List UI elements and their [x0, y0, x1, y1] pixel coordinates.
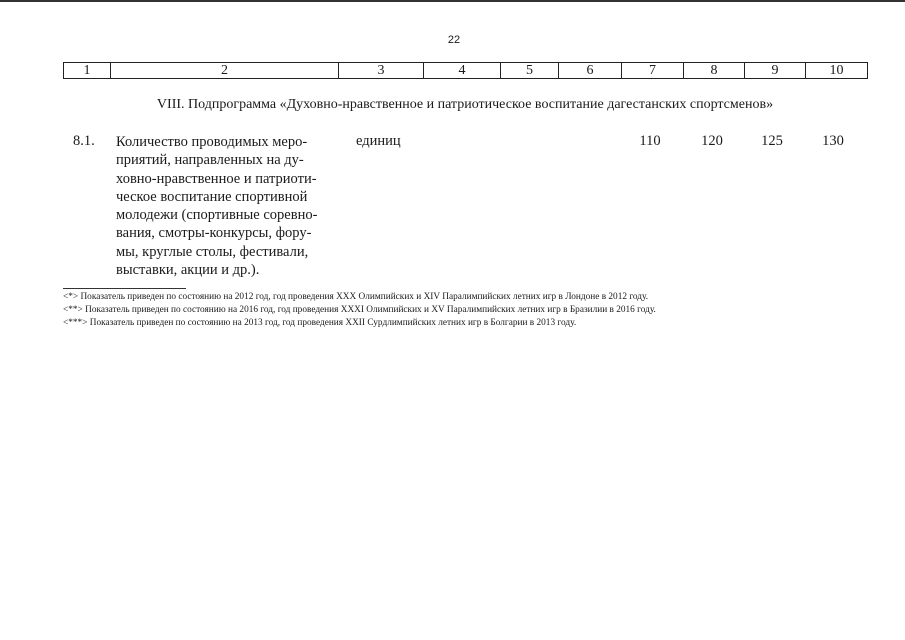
header-cell-7: 7 [622, 63, 684, 79]
footnote-3: <***> Показатель приведен по состоянию на 2013 год, год проведения XXII Сурдлимпийских летних игр в Болгарии в 2013 году. [63, 318, 577, 328]
description-line: ховно-нравственное и патриоти- [116, 170, 317, 187]
value-col-7: 110 [639, 133, 661, 149]
description-line: мы, круглые столы, фестивали, [116, 243, 309, 260]
description-line: Количество проводимых меро- [116, 134, 308, 150]
column-number-header [63, 62, 868, 79]
header-cell-5: 5 [501, 63, 559, 79]
value-col-9: 125 [761, 133, 783, 149]
footnote-2: <**> Показатель приведен по состоянию на 2016 год, год проведения XXXI Олимпийских и XV Паралимпийских летних игр в Бразилии в 2016 году. [63, 305, 656, 315]
description-line: вания, смотры-конкурсы, фору- [116, 225, 312, 242]
description-line: выставки, акции и др.). [116, 262, 260, 279]
header-cell-10: 10 [806, 63, 868, 79]
description-line: ческое воспитание спортивной [116, 188, 308, 205]
footnote-1: <*> Показатель приведен по состоянию на 2012 год, год проведения XXX Олимпийских и XIV Паралимпийских летних игр в Лондоне в 2012 году. [63, 292, 649, 302]
value-col-10: 130 [822, 133, 844, 149]
top-border-line [0, 0, 905, 2]
row-description [116, 133, 330, 279]
header-cell-2: 2 [111, 63, 339, 79]
value-col-8: 120 [701, 133, 723, 149]
header-cell-3: 3 [339, 63, 424, 79]
page-number: 22 [447, 34, 461, 46]
section-title: VIII. Подпрограмма «Духовно-нравственное и патриотическое воспитание дагестанских спортсменов» [156, 97, 774, 112]
header-cell-9: 9 [745, 63, 806, 79]
header-cell-8: 8 [684, 63, 745, 79]
header-cell-1: 1 [64, 63, 111, 79]
row-number: 8.1. [73, 133, 95, 149]
description-line: молодежи (спортивные соревно- [116, 207, 318, 224]
footnote-separator [63, 288, 186, 289]
description-line: приятий, направленных на ду- [116, 152, 304, 169]
footnotes [63, 291, 843, 330]
header-cell-6: 6 [559, 63, 622, 79]
header-cell-4: 4 [424, 63, 501, 79]
row-unit: единиц [356, 133, 401, 149]
